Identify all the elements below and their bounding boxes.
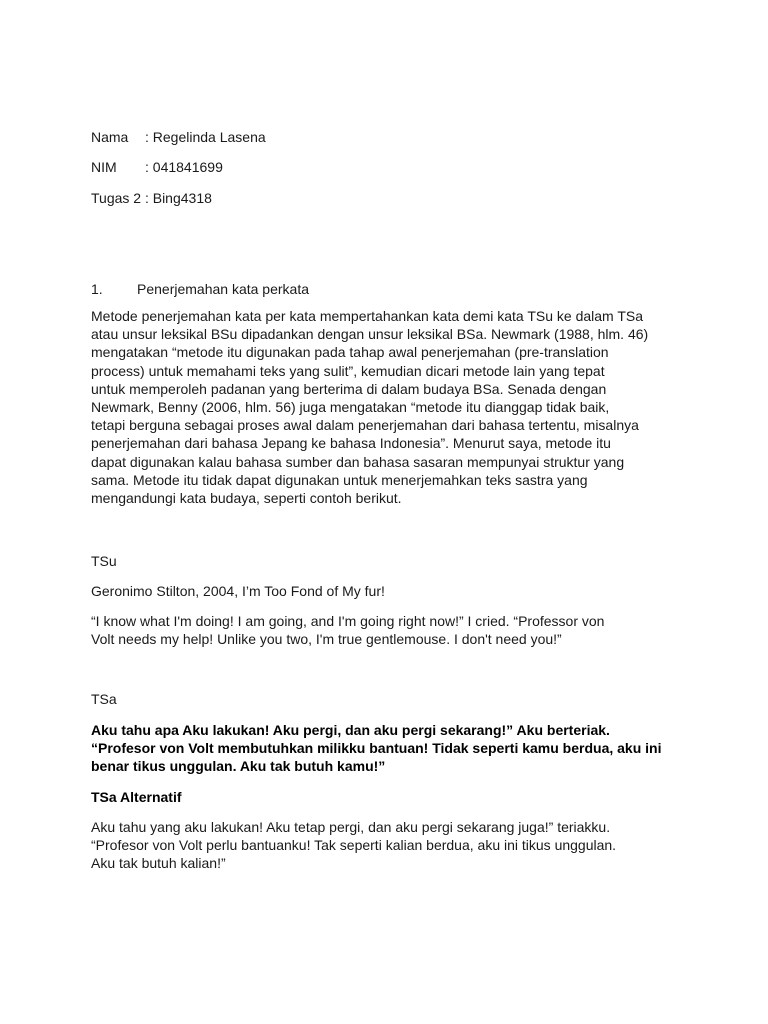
paragraph-line: mengandungi kata budaya, seperti contoh berikut. xyxy=(91,490,402,507)
nim-row xyxy=(91,158,223,176)
section-heading xyxy=(91,280,309,298)
tsu-quote-line: Volt needs my help! Unlike you two, I'm true gentlemouse. I don't need you!” xyxy=(91,631,562,648)
tsa-line: Aku tahu apa Aku lakukan! Aku pergi, dan aku pergi sekarang!” Aku berteriak. xyxy=(91,722,610,738)
paragraph-line: sama. Metode itu tidak dapat digunakan untuk menerjemahkan teks sastra yang xyxy=(91,471,588,488)
tsu-source: Geronimo Stilton, 2004, I’m Too Fond of My fur! xyxy=(91,583,385,599)
tsa-alt-heading: TSa Alternatif xyxy=(91,789,182,805)
nama-label: Nama xyxy=(91,129,129,145)
nim-value: : 041841699 xyxy=(145,159,223,175)
section-title: Penerjemahan kata perkata xyxy=(137,281,309,297)
tsa-line: benar tikus unggulan. Aku tak butuh kamu!” xyxy=(91,758,386,775)
tsa-alt-text xyxy=(91,818,691,873)
main-paragraph xyxy=(91,307,691,507)
paragraph-line: atau unsur leksikal BSu dipadankan dengan unsur leksikal BSa. Newmark (1988, hlm. 46) xyxy=(91,326,649,343)
tsa-alt-line: Aku tak butuh kalian!” xyxy=(91,855,226,872)
tsa-heading: TSa xyxy=(91,691,117,707)
nama-value: : Regelinda Lasena xyxy=(145,129,266,145)
paragraph-line: tetapi berguna sebagai proses awal dalam penerjemahan dari bahasa tertentu, misalnya xyxy=(91,417,639,434)
tsa-line: “Profesor von Volt membutuhkan milikku bantuan! Tidak seperti kamu berdua, aku ini xyxy=(91,740,662,757)
paragraph-line: Newmark, Benny (2006, hlm. 56) juga mengatakan “metode itu dianggap tidak baik, xyxy=(91,399,610,416)
tsa-alt-line: “Profesor von Volt perlu bantuanku! Tak seperti kalian berdua, aku ini tikus unggulan. xyxy=(91,837,617,854)
tsa-alt-line: Aku tahu yang aku lakukan! Aku tetap pergi, dan aku pergi sekarang juga!” teriakku. xyxy=(91,819,611,835)
paragraph-line: process) untuk memahami teks yang sulit”, kemudian dicari metode lain yang tepat xyxy=(91,362,605,379)
tsu-heading: TSu xyxy=(91,553,117,569)
paragraph-line: penerjemahan dari bahasa Jepang ke bahasa Indonesia”. Menurut saya, metode itu xyxy=(91,435,611,452)
tsu-quote xyxy=(91,612,691,648)
paragraph-line: mengatakan “metode itu digunakan pada tahap awal penerjemahan (pre-translation xyxy=(91,344,609,361)
tugas-row: Tugas 2 : Bing4318 xyxy=(91,190,212,206)
tsu-quote-line: “I know what I'm doing! I am going, and I'm going right now!” I cried. “Professor von xyxy=(91,613,605,629)
tsa-text xyxy=(91,721,691,776)
paragraph-line: untuk memperoleh padanan yang berterima di dalam budaya BSa. Senada dengan xyxy=(91,380,607,397)
nim-label: NIM xyxy=(91,159,117,175)
paragraph-line: Metode penerjemahan kata per kata mempertahankan kata demi kata TSu ke dalam TSa xyxy=(91,308,644,324)
paragraph-line: dapat digunakan kalau bahasa sumber dan bahasa sasaran mempunyai struktur yang xyxy=(91,453,625,470)
section-number: 1. xyxy=(91,281,103,297)
nama-row xyxy=(91,128,266,146)
